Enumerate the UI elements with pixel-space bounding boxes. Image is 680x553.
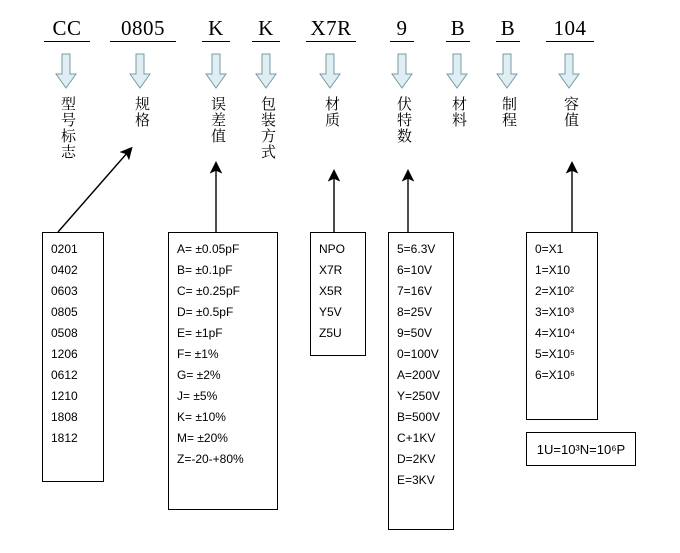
list-item: Z5U bbox=[319, 326, 342, 340]
list-item: 2=X10² bbox=[535, 284, 575, 298]
list-item: 0=X1 bbox=[535, 242, 564, 256]
capacitance-multiplier-list bbox=[526, 232, 598, 420]
list-item: 9=50V bbox=[397, 326, 433, 340]
code-part-size: 0805 bbox=[110, 16, 176, 42]
label-packaging: 包装方式 bbox=[259, 96, 277, 160]
list-item: B= ±0.1pF bbox=[177, 263, 233, 277]
code-part-packaging: K bbox=[252, 16, 280, 42]
list-item: 1812 bbox=[51, 431, 78, 445]
list-item: C+1KV bbox=[397, 431, 436, 445]
code-part-series: CC bbox=[44, 16, 90, 42]
label-series: 型号标志 bbox=[59, 96, 77, 160]
label-process: 制程 bbox=[500, 96, 518, 128]
list-item: Z=-20-+80% bbox=[177, 452, 244, 466]
list-item: NPO bbox=[319, 242, 346, 256]
list-item: 4=X10⁴ bbox=[535, 326, 576, 340]
list-item: X7R bbox=[319, 263, 343, 277]
unit-conversion-note: 1U=10³N=10⁶P bbox=[526, 432, 636, 466]
label-material: 材料 bbox=[450, 96, 468, 128]
list-item: F= ±1% bbox=[177, 347, 219, 361]
list-item: X5R bbox=[319, 284, 343, 298]
list-item: 3=X10³ bbox=[535, 305, 575, 319]
list-item: 0805 bbox=[51, 305, 78, 319]
list-item: D= ±0.5pF bbox=[177, 305, 234, 319]
list-item: 0=100V bbox=[397, 347, 439, 361]
list-item: 8=25V bbox=[397, 305, 433, 319]
label-voltage: 伏特数 bbox=[395, 96, 413, 144]
list-item: A=200V bbox=[397, 368, 441, 382]
code-part-capacitance: 104 bbox=[546, 16, 594, 42]
list-item: A= ±0.05pF bbox=[177, 242, 240, 256]
list-item: 0508 bbox=[51, 326, 78, 340]
dielectric-list bbox=[310, 232, 366, 356]
list-item: E= ±1pF bbox=[177, 326, 223, 340]
label-tolerance: 误差值 bbox=[209, 96, 227, 144]
voltage-list bbox=[388, 232, 454, 530]
list-item: E=3KV bbox=[397, 473, 435, 487]
list-item: C= ±0.25pF bbox=[177, 284, 240, 298]
list-item: B=500V bbox=[397, 410, 441, 424]
list-item: 1206 bbox=[51, 347, 78, 361]
code-part-dielectric: X7R bbox=[306, 16, 356, 42]
code-part-voltage: 9 bbox=[390, 16, 414, 42]
list-item: D=2KV bbox=[397, 452, 436, 466]
code-part-material: B bbox=[446, 16, 470, 42]
list-item: 0201 bbox=[51, 242, 78, 256]
tolerance-list bbox=[168, 232, 278, 510]
list-item: G= ±2% bbox=[177, 368, 221, 382]
list-item: 0603 bbox=[51, 284, 78, 298]
list-item: 5=X10⁵ bbox=[535, 347, 576, 361]
label-capacitance: 容值 bbox=[562, 96, 580, 128]
list-item: Y=250V bbox=[397, 389, 441, 403]
list-item: 1210 bbox=[51, 389, 78, 403]
label-size: 规格 bbox=[133, 96, 151, 128]
list-item: M= ±20% bbox=[177, 431, 228, 445]
list-item: 6=10V bbox=[397, 263, 433, 277]
list-item: J= ±5% bbox=[177, 389, 218, 403]
size-list bbox=[42, 232, 104, 482]
list-item: 5=6.3V bbox=[397, 242, 436, 256]
code-part-process: B bbox=[496, 16, 520, 42]
list-item: Y5V bbox=[319, 305, 342, 319]
label-dielectric: 材质 bbox=[323, 96, 341, 128]
list-item: 1808 bbox=[51, 410, 78, 424]
list-item: 7=16V bbox=[397, 284, 433, 298]
list-item: 1=X10 bbox=[535, 263, 571, 277]
list-item: 0612 bbox=[51, 368, 78, 382]
code-part-tolerance: K bbox=[202, 16, 230, 42]
list-item: 0402 bbox=[51, 263, 78, 277]
list-item: K= ±10% bbox=[177, 410, 226, 424]
list-item: 6=X10⁶ bbox=[535, 368, 575, 382]
